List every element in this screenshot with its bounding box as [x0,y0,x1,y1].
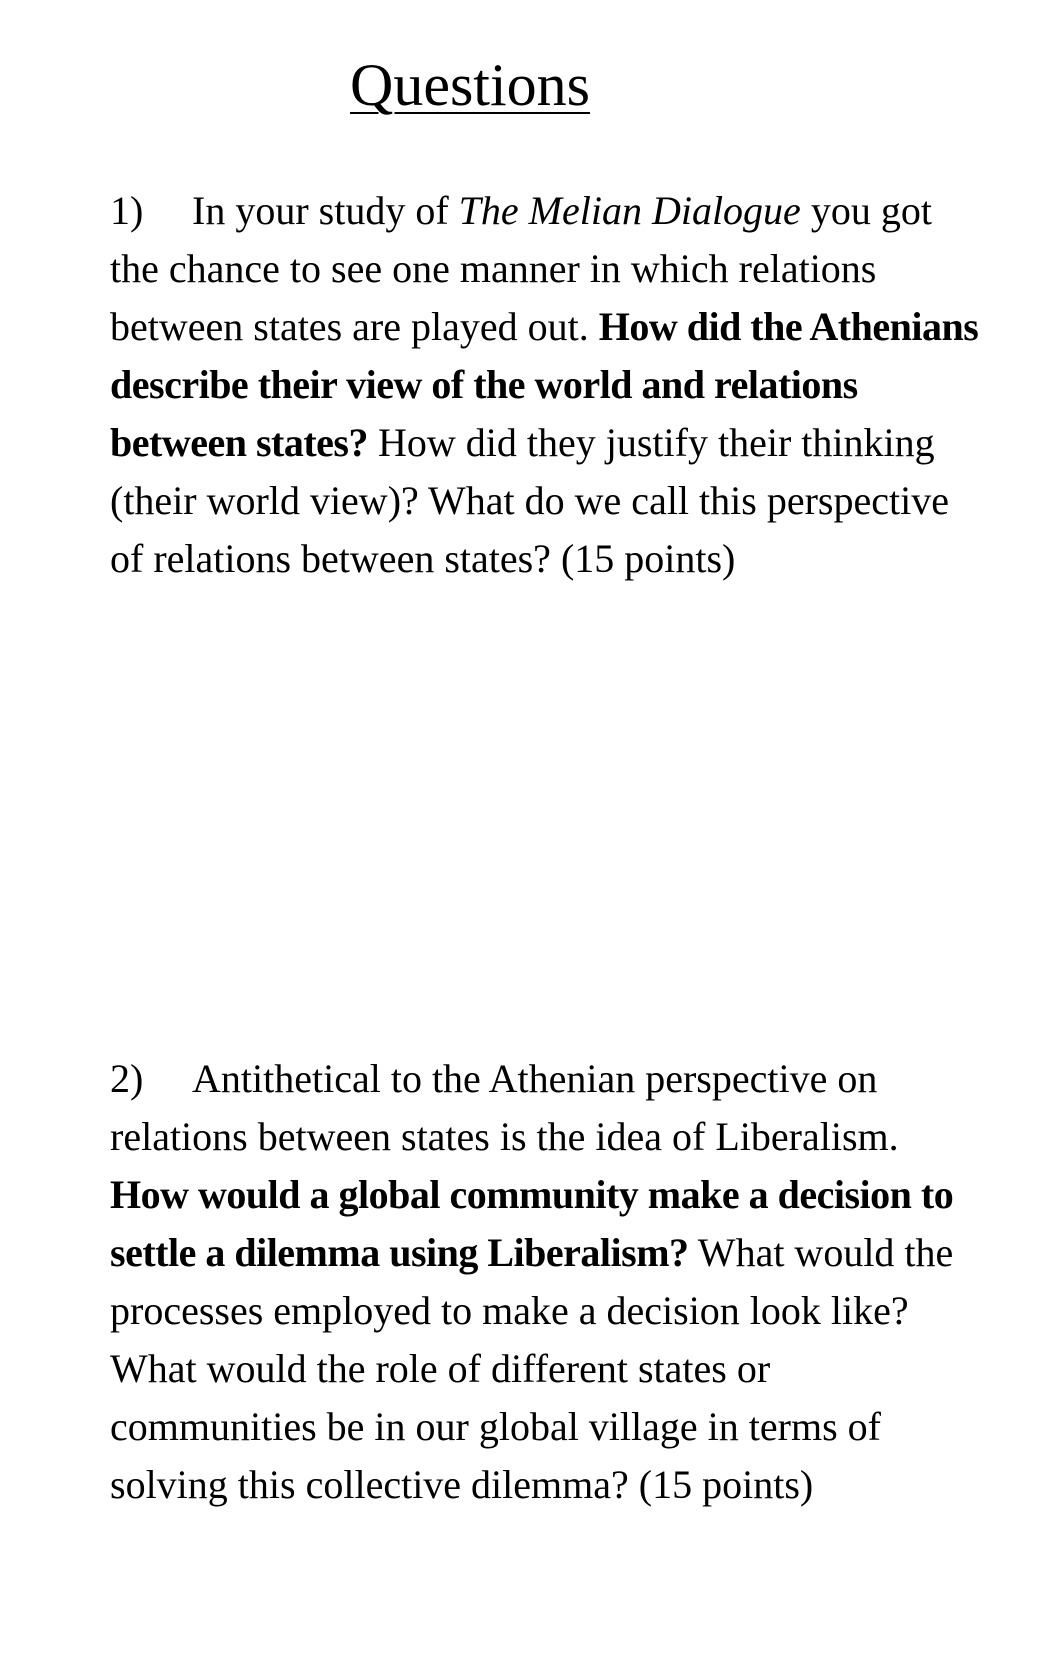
question-text-intro: In your study of [192,188,459,233]
question-bold-prompt: How did the Athenians describe their view of the world and relations between states? [110,304,979,465]
question-text-followup: How did they justify their thinking (their world view)? What do we call this perspective of relations between states? (15 points) [110,420,949,581]
question-1 [110,182,980,588]
question-text-intro: Antithetical to the Athenian perspective on relations between states is the idea of Liberalism. [110,1056,899,1159]
question-text-context: you got the chance to see one manner in which relations between states are played out. [110,188,932,349]
work-title: The Melian Dialogue [458,188,801,233]
question-2 [110,1050,980,1514]
question-number: 1) [110,188,144,233]
question-number: 2) [110,1056,144,1101]
page-title: Questions [350,52,590,118]
question-text-followup: What would the processes employed to make a decision look like? What would the role of different states or communities be in our global village in terms of solving this collective dilemma? (15 points) [110,1230,954,1507]
question-bold-prompt: How would a global community make a decision to settle a dilemma using Liberalism? [110,1172,954,1275]
